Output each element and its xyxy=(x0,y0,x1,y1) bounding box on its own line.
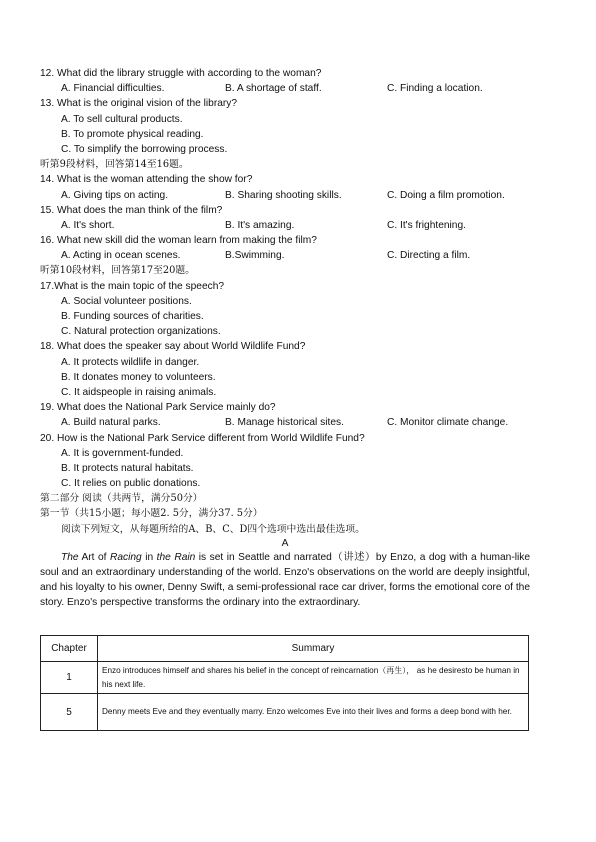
options-19 xyxy=(40,415,530,430)
question-17: 17.What is the main topic of the speech? xyxy=(40,280,225,292)
option-c: C. It relies on public donations. xyxy=(61,478,201,490)
option-c: C. Finding a location. xyxy=(387,83,483,95)
passage-label: A xyxy=(281,537,289,549)
option-a: A. Financial difficulties. xyxy=(61,83,165,95)
title-racing: Racing xyxy=(110,551,142,563)
option-b: B.Swimming. xyxy=(225,250,285,262)
option-a: A. To sell cultural products. xyxy=(61,113,183,125)
option-c: C. Monitor climate change. xyxy=(387,417,509,429)
option-a: A. Build natural parks. xyxy=(61,417,161,429)
option-c: C. It's frightening. xyxy=(387,219,466,231)
option-a: A. Giving tips on acting. xyxy=(61,189,169,201)
chapter-summary-table xyxy=(40,635,529,731)
option-a: A. It protects wildlife in danger. xyxy=(61,356,200,368)
question-14: 14. What is the woman attending the show for? xyxy=(40,174,253,186)
summary-text-cont: ， as he desiresto be human in his next life. xyxy=(102,666,520,689)
option-b: B. To promote physical reading. xyxy=(61,128,204,140)
summary-cell xyxy=(98,662,529,694)
option-b: B. It protects natural habitats. xyxy=(61,462,194,474)
option-a: A. It is government-funded. xyxy=(61,447,184,459)
summary-text: Denny meets Eve and they eventually marry. Enzo welcomes Eve into their lives and forms a deep bond with her. xyxy=(102,707,512,717)
column-header-chapter: Chapter xyxy=(41,636,98,662)
option-a: A. It's short. xyxy=(61,219,115,231)
title-rain: the Rain xyxy=(156,551,196,563)
question-12: 12. What did the library struggle with according to the woman? xyxy=(40,68,322,79)
section-10-instruction: 听第10段材料，回答第17至20题。 xyxy=(40,265,195,277)
column-header-summary: Summary xyxy=(98,636,529,662)
summary-text: Enzo introduces himself and shares his belief in the concept of reincarnation xyxy=(102,666,379,675)
title-the: The xyxy=(61,551,79,563)
passage-body: is set in Seattle and narrated（讲述）by Enzo, a dog with a human-like soul and an extraordinary understanding of the world. Enzo's observations on the world are deeply insightful, and his loyalty to his owner, Denny Swift, a semi-professional race car driver, forms the emotional core of the story. Enzo's perspective transforms the ordinary into the extraordinary. xyxy=(40,551,530,609)
options-16 xyxy=(40,248,530,263)
table-row xyxy=(41,662,529,694)
part-2-heading: 第二部分 阅读（共两节，满分50分） xyxy=(40,493,203,505)
question-15: 15. What does the man think of the film? xyxy=(40,204,223,216)
options-12 xyxy=(40,81,530,96)
summary-cell xyxy=(98,694,529,731)
exam-page xyxy=(40,66,530,611)
question-19: 19. What does the National Park Service mainly do? xyxy=(40,402,276,414)
option-c: C. Directing a film. xyxy=(387,250,471,262)
option-a: A. Social volunteer positions. xyxy=(61,295,192,307)
question-13: 13. What is the original vision of the library? xyxy=(40,98,238,110)
passage-paragraph xyxy=(40,550,530,611)
option-c: C. Natural protection organizations. xyxy=(61,326,221,338)
option-b: B. Manage historical sites. xyxy=(225,417,344,429)
options-14 xyxy=(40,188,530,203)
section-9-instruction: 听第9段材料，回答第14至16题。 xyxy=(40,159,189,171)
option-b: B. It donates money to volunteers. xyxy=(61,371,216,383)
summary-cn-gloss: （再生） xyxy=(378,666,407,675)
option-c: C. Doing a film promotion. xyxy=(387,189,505,201)
option-c: C. To simplify the borrowing process. xyxy=(61,143,228,155)
option-c: C. It aidspeople in raising animals. xyxy=(61,386,217,398)
question-18: 18. What does the speaker say about World Wildlife Fund? xyxy=(40,341,306,353)
option-b: B. Funding sources of charities. xyxy=(61,311,204,322)
reading-direction: 阅读下列短文，从每题所给的A、B、C、D四个选项中选出最佳选项。 xyxy=(61,523,365,535)
table-row xyxy=(41,694,529,731)
chapter-cell: 5 xyxy=(41,694,98,731)
title-art: Art of xyxy=(78,551,111,563)
question-20: 20. How is the National Park Service different from World Wildlife Fund? xyxy=(40,432,365,444)
chapter-cell: 1 xyxy=(41,662,98,694)
option-a: A. Acting in ocean scenes. xyxy=(61,250,181,262)
title-in: in xyxy=(141,551,157,563)
section-1-heading: 第一节（共15小题；每小题2. 5分，满分37. 5分） xyxy=(40,508,263,520)
table-header-row xyxy=(41,636,529,662)
question-16: 16. What new skill did the woman learn from making the film? xyxy=(40,235,317,247)
option-b: B. It's amazing. xyxy=(225,219,295,231)
option-b: B. Sharing shooting skills. xyxy=(225,189,342,201)
options-15 xyxy=(40,218,530,233)
option-b: B. A shortage of staff. xyxy=(225,83,322,95)
